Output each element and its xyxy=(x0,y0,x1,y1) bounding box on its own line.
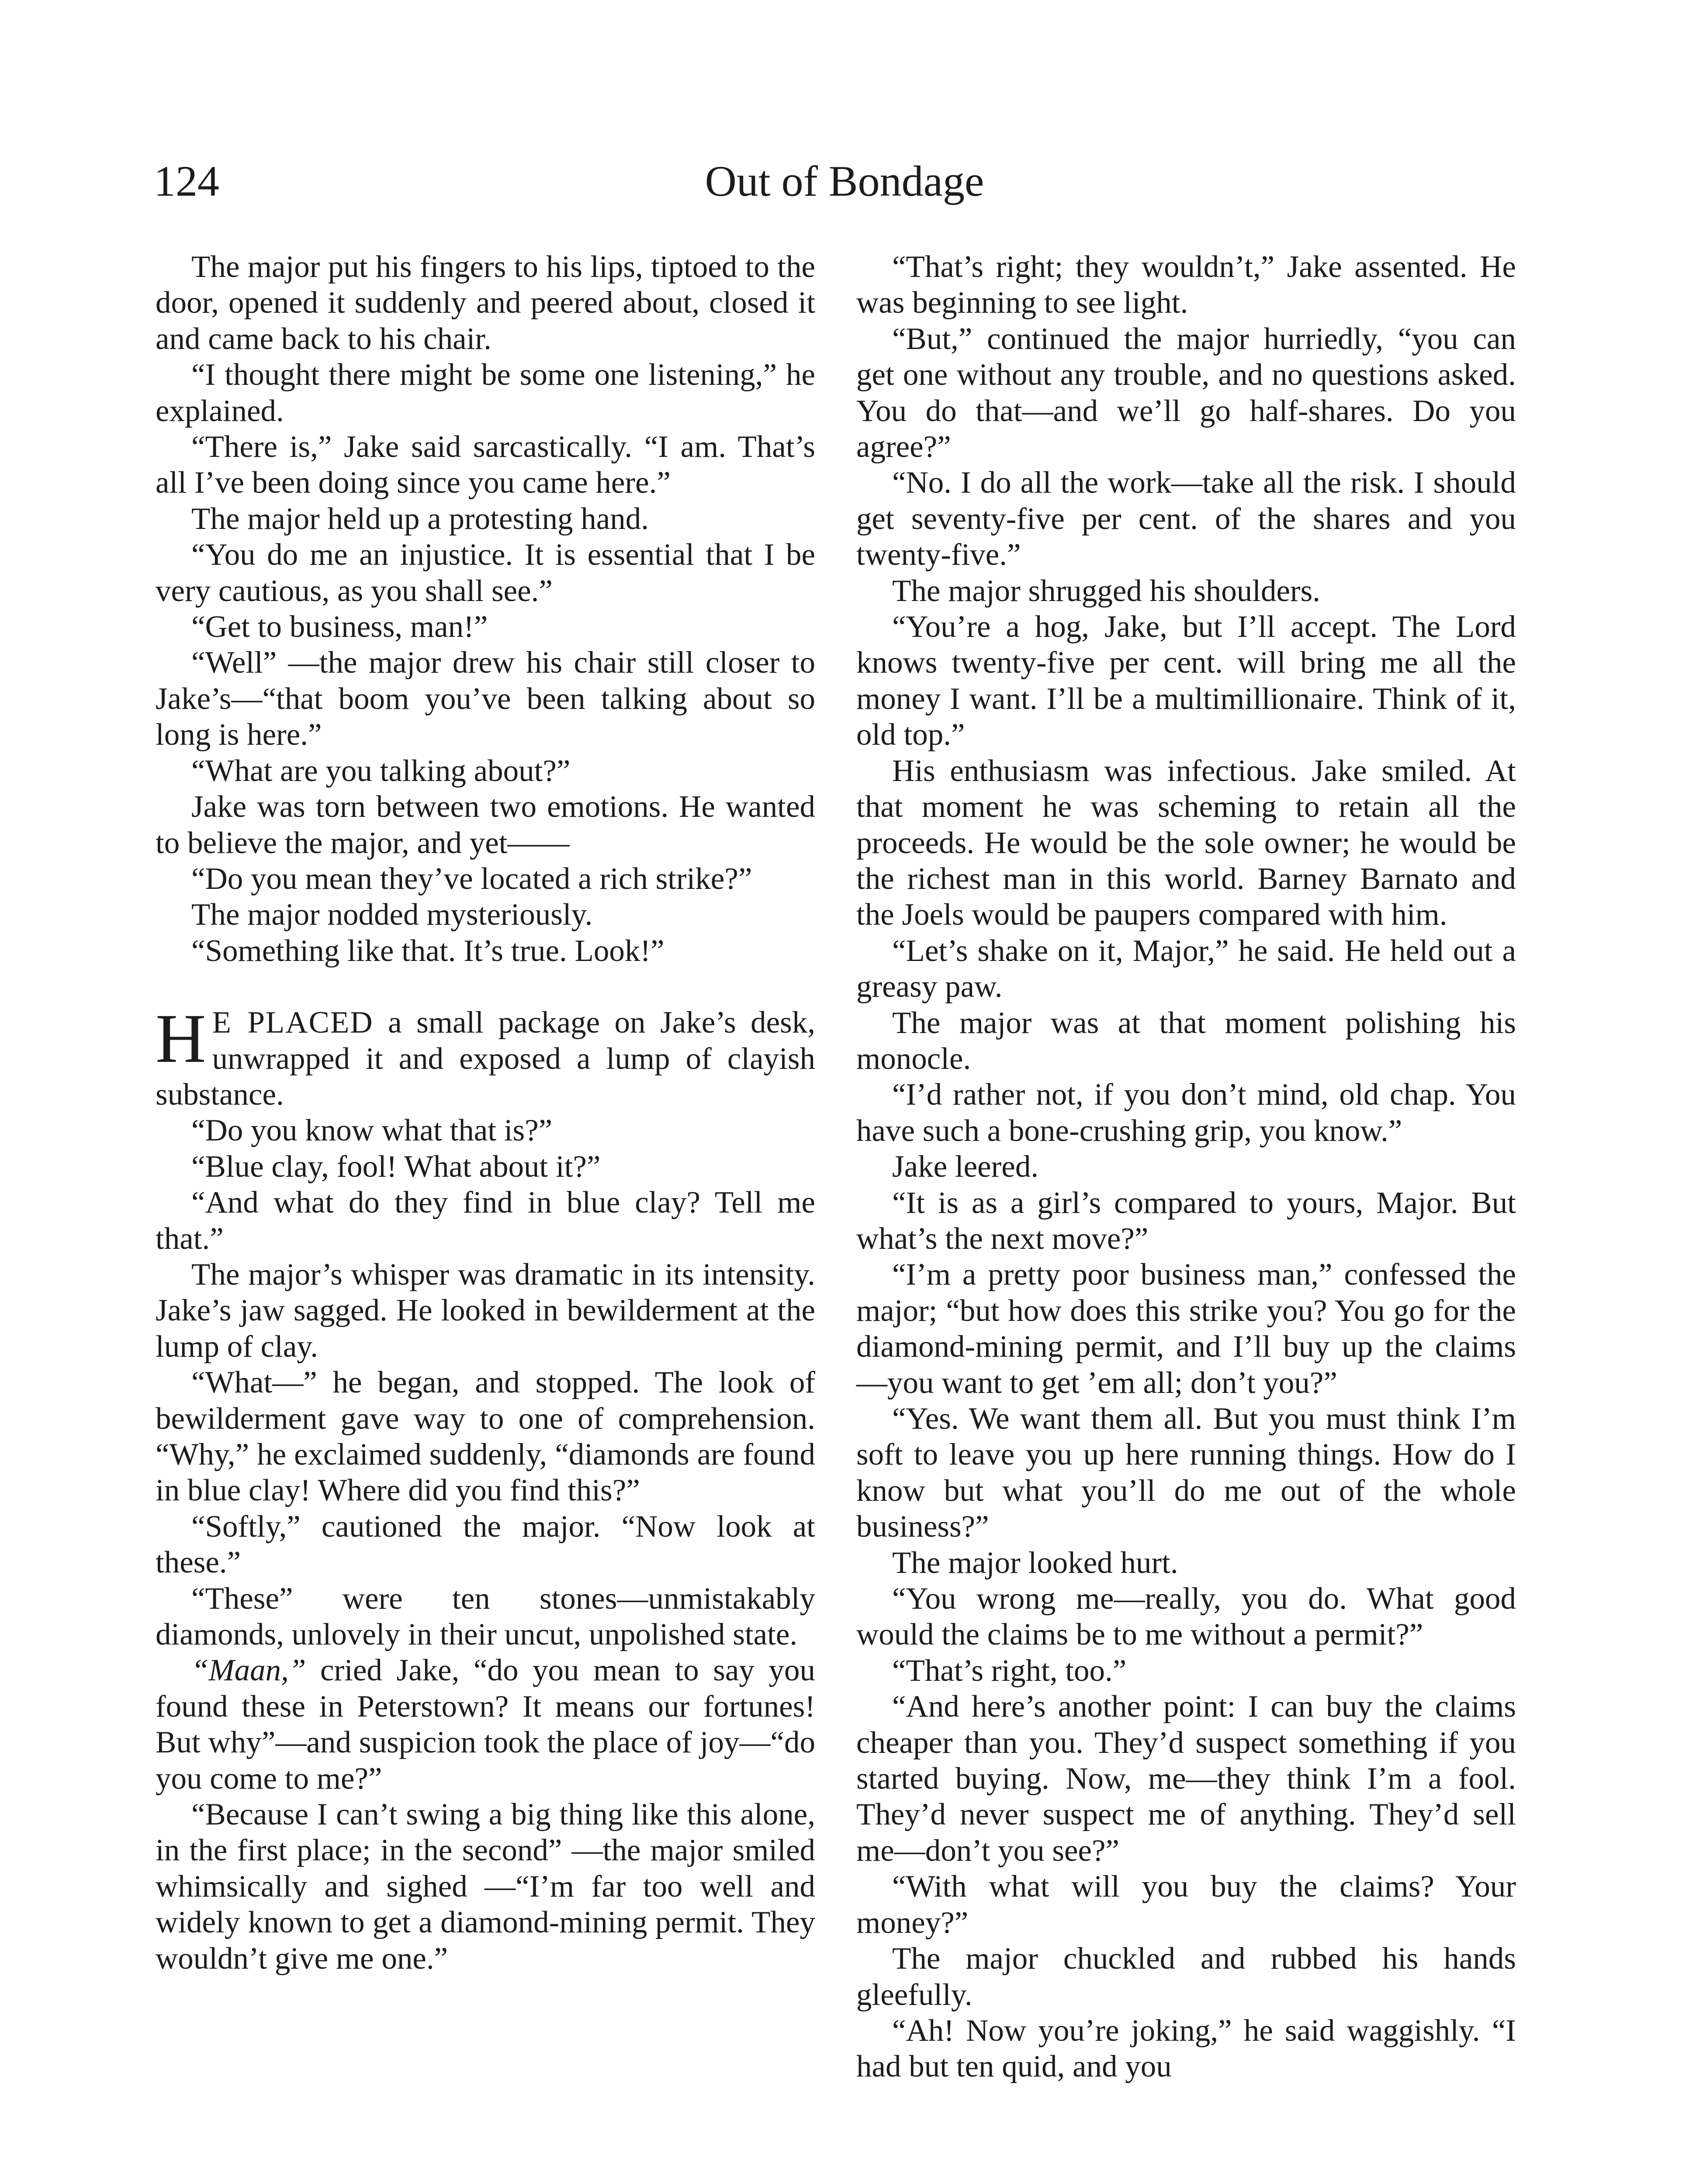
left-column xyxy=(156,249,815,1977)
section-opening-paragraph xyxy=(156,999,816,1113)
paragraph: The major held up a protesting hand. xyxy=(191,501,649,536)
page-number: 124 xyxy=(154,157,219,205)
paragraph: “Do you mean they’ve located a rich strike?” xyxy=(191,861,752,896)
paragraph: “That’s right; they wouldn’t,” Jake assented. He was beginning to see light. xyxy=(856,250,1516,320)
paragraph: The major put his fingers to his lips, tiptoed to the door, opened it suddenly and peered about, closed it and came back to his chair. xyxy=(156,250,815,356)
paragraph: “You wrong me—really, you do. What good would the claims be to me without a permit?” xyxy=(856,1582,1516,1652)
paragraph-text: cried Jake, “do you mean to say you found these in Peterstown? It means our fortunes! But why”—and suspicion took the place of joy—“do you come to me?” xyxy=(156,1653,815,1796)
paragraph: “Because I can’t swing a big thing like this alone, in the first place; in the second” —the major smiled whimsically and sighed —“I’m far too well and widely known to get a diamond-mining permit. They wouldn’t give me one.” xyxy=(156,1797,815,1976)
paragraph: “And what do they find in blue clay? Tell me that.” xyxy=(156,1185,815,1256)
paragraph: “And here’s another point: I can buy the claims cheaper than you. They’d suspect something if you started buying. Now, me—they think I’m a fool. They’d never suspect me of anything. They’d sell me—don’t you see?” xyxy=(856,1690,1516,1868)
paragraph: “Ah! Now you’re joking,” he said waggishly. “I had but ten quid, and you xyxy=(856,2013,1516,2084)
paragraph xyxy=(156,1652,815,1797)
paragraph: “Well” —the major drew his chair still closer to Jake’s—“that boom you’ve been talking about so long is here.” xyxy=(156,646,815,752)
italic-word: “Maan,” xyxy=(191,1653,306,1688)
paragraph: “With what will you buy the claims? Your money?” xyxy=(856,1870,1516,1940)
paragraph: The major chuckled and rubbed his hands gleefully. xyxy=(856,1942,1516,2012)
section-opening-text: a small package on Jake’s desk, unwrapped it and exposed a lump of clayish substance. xyxy=(156,1006,816,1112)
paragraph: “But,” continued the major hurriedly, “you can get one without any trouble, and no questions asked. You do that—and we’ll go half-shares. Do you agree?” xyxy=(856,321,1516,464)
paragraph: “I’d rather not, if you don’t mind, old chap. You have such a bone-crushing grip, you know.” xyxy=(856,1078,1516,1148)
paragraph: “Yes. We want them all. But you must think I’m soft to leave you up here running things. How do I know but what you’ll do me out of the whole business?” xyxy=(856,1402,1516,1544)
section-lead-words: E PLACED xyxy=(212,1006,374,1040)
paragraph: “There is,” Jake said sarcastically. “I am. That’s all I’ve been doing since you came here.” xyxy=(156,430,815,500)
paragraph: His enthusiasm was infectious. Jake smiled. At that moment he was scheming to retain all the proceeds. He would be the sole owner; he would be the richest man in this world. Barney Barnato and the Joels would be paupers compared with him. xyxy=(856,753,1516,932)
paragraph: “Something like that. It’s true. Look!” xyxy=(191,933,665,968)
paragraph: “It is as a girl’s compared to yours, Major. But what’s the next move?” xyxy=(856,1185,1516,1256)
paragraph: “Softly,” cautioned the major. “Now look at these.” xyxy=(156,1509,815,1580)
paragraph: “That’s right, too.” xyxy=(892,1653,1127,1688)
paragraph: The major nodded mysteriously. xyxy=(191,898,593,932)
paragraph: “These” were ten stones—unmistakably diamonds, unlovely in their uncut, unpolished state. xyxy=(156,1581,815,1652)
paragraph: “What are you talking about?” xyxy=(191,753,571,788)
paragraph: “You’re a hog, Jake, but I’ll accept. The Lord knows twenty-five per cent. will bring me all the money I want. I’ll be a multimillionaire. Think of it, old top.” xyxy=(856,610,1516,752)
paragraph: The major was at that moment polishing his monocle. xyxy=(856,1006,1516,1076)
paragraph: “You do me an injustice. It is essential that I be very cautious, as you shall see.” xyxy=(156,538,815,608)
paragraph: Jake was torn between two emotions. He wanted to believe the major, and yet—— xyxy=(156,790,815,860)
paragraph: “Get to business, man!” xyxy=(191,610,488,644)
paragraph: “I thought there might be some one listening,” he explained. xyxy=(156,358,815,428)
paragraph: “No. I do all the work—take all the risk. I should get seventy-five per cent. of the shares and you twenty-five.” xyxy=(856,466,1516,572)
running-title: Out of Bondage xyxy=(705,157,984,205)
paragraph: The major’s whisper was dramatic in its intensity. Jake’s jaw sagged. He looked in bewilderment at the lump of clay. xyxy=(156,1257,815,1364)
drop-cap: H xyxy=(156,999,206,1078)
paragraph: “Let’s shake on it, Major,” he said. He held out a greasy paw. xyxy=(856,933,1516,1004)
paragraph: Jake leered. xyxy=(892,1150,1039,1184)
paragraph: The major looked hurt. xyxy=(892,1545,1178,1580)
paragraph: “Do you know what that is?” xyxy=(191,1113,553,1148)
paragraph: The major shrugged his shoulders. xyxy=(892,574,1321,608)
paragraph: “Blue clay, fool! What about it?” xyxy=(191,1149,601,1184)
paragraph: “I’m a pretty poor business man,” confessed the major; “but how does this strike you? You go for the diamond-mining permit, and I’ll buy up the claims—you want to get ’em all; don’t you?” xyxy=(856,1258,1516,1400)
right-column xyxy=(856,249,1516,2085)
paragraph: “What—” he began, and stopped. The look of bewilderment gave way to one of comprehension. “Why,” he exclaimed suddenly, “diamonds are found in blue clay! Where did you find this?” xyxy=(156,1365,815,1508)
